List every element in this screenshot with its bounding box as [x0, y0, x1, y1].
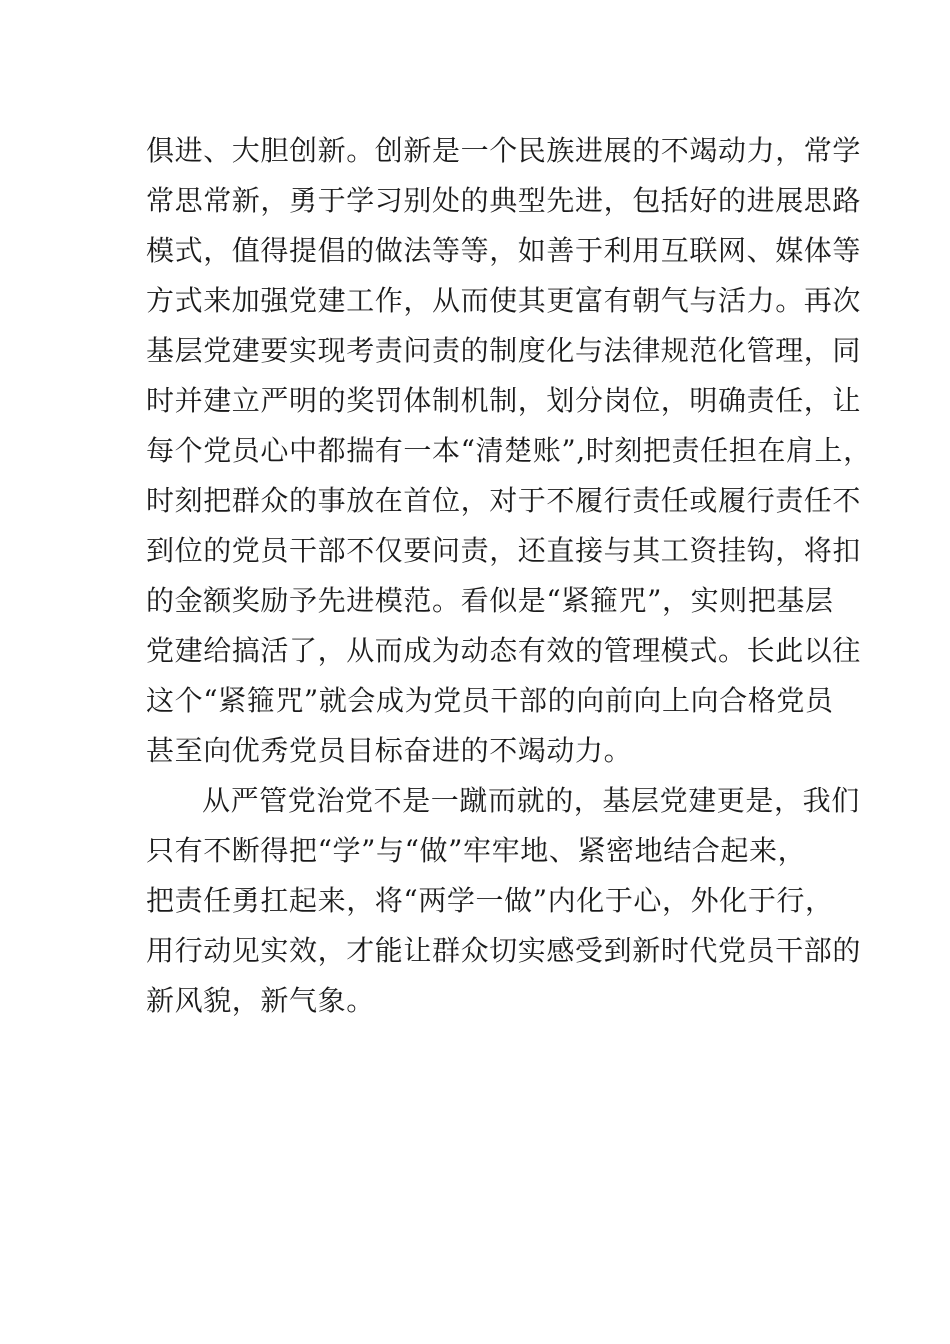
text-line: 方式来加强党建工作，从而使其更富有朝气与活力。再次	[146, 284, 862, 317]
text-line: 时刻把群众的事放在首位，对于不履行责任或履行责任不	[146, 484, 862, 517]
text-line: 把责任勇扛起来，将“两学一做”内化于心，外化于行，	[146, 884, 834, 917]
text-line: 到位的党员干部不仅要问责，还直接与其工资挂钩，将扣	[146, 534, 862, 567]
text-line: 的金额奖励予先进模范。看似是“紧箍咒”，实则把基层	[146, 584, 834, 617]
text-line: 时并建立严明的奖罚体制机制，划分岗位，明确责任，让	[146, 384, 862, 417]
text-line: 俱进、大胆创新。创新是一个民族进展的不竭动力，常学	[146, 134, 862, 167]
text-line: 用行动见实效，才能让群众切实感受到新时代党员干部的	[146, 934, 862, 967]
text-line: 这个“紧箍咒”就会成为党员干部的向前向上向合格党员	[146, 684, 834, 717]
text-line: 甚至向优秀党员目标奋进的不竭动力。	[146, 734, 633, 767]
text-line: 新风貌，新气象。	[146, 984, 375, 1017]
text-line: 党建给搞活了，从而成为动态有效的管理模式。长此以往	[146, 634, 862, 667]
text-line: 只有不断得把“学”与“做”牢牢地、紧密地结合起来，	[146, 834, 807, 867]
text-line: 模式，值得提倡的做法等等，如善于利用互联网、媒体等	[146, 234, 862, 267]
text-line: 常思常新，勇于学习别处的典型先进，包括好的进展思路	[146, 184, 862, 217]
text-line: 从严管党治党不是一蹴而就的，基层党建更是，我们	[202, 784, 860, 817]
text-line: 每个党员心中都揣有一本“清楚账”,时刻把责任担在肩上，	[146, 434, 872, 467]
text-line: 基层党建要实现考责问责的制度化与法律规范化管理，同	[146, 334, 862, 367]
